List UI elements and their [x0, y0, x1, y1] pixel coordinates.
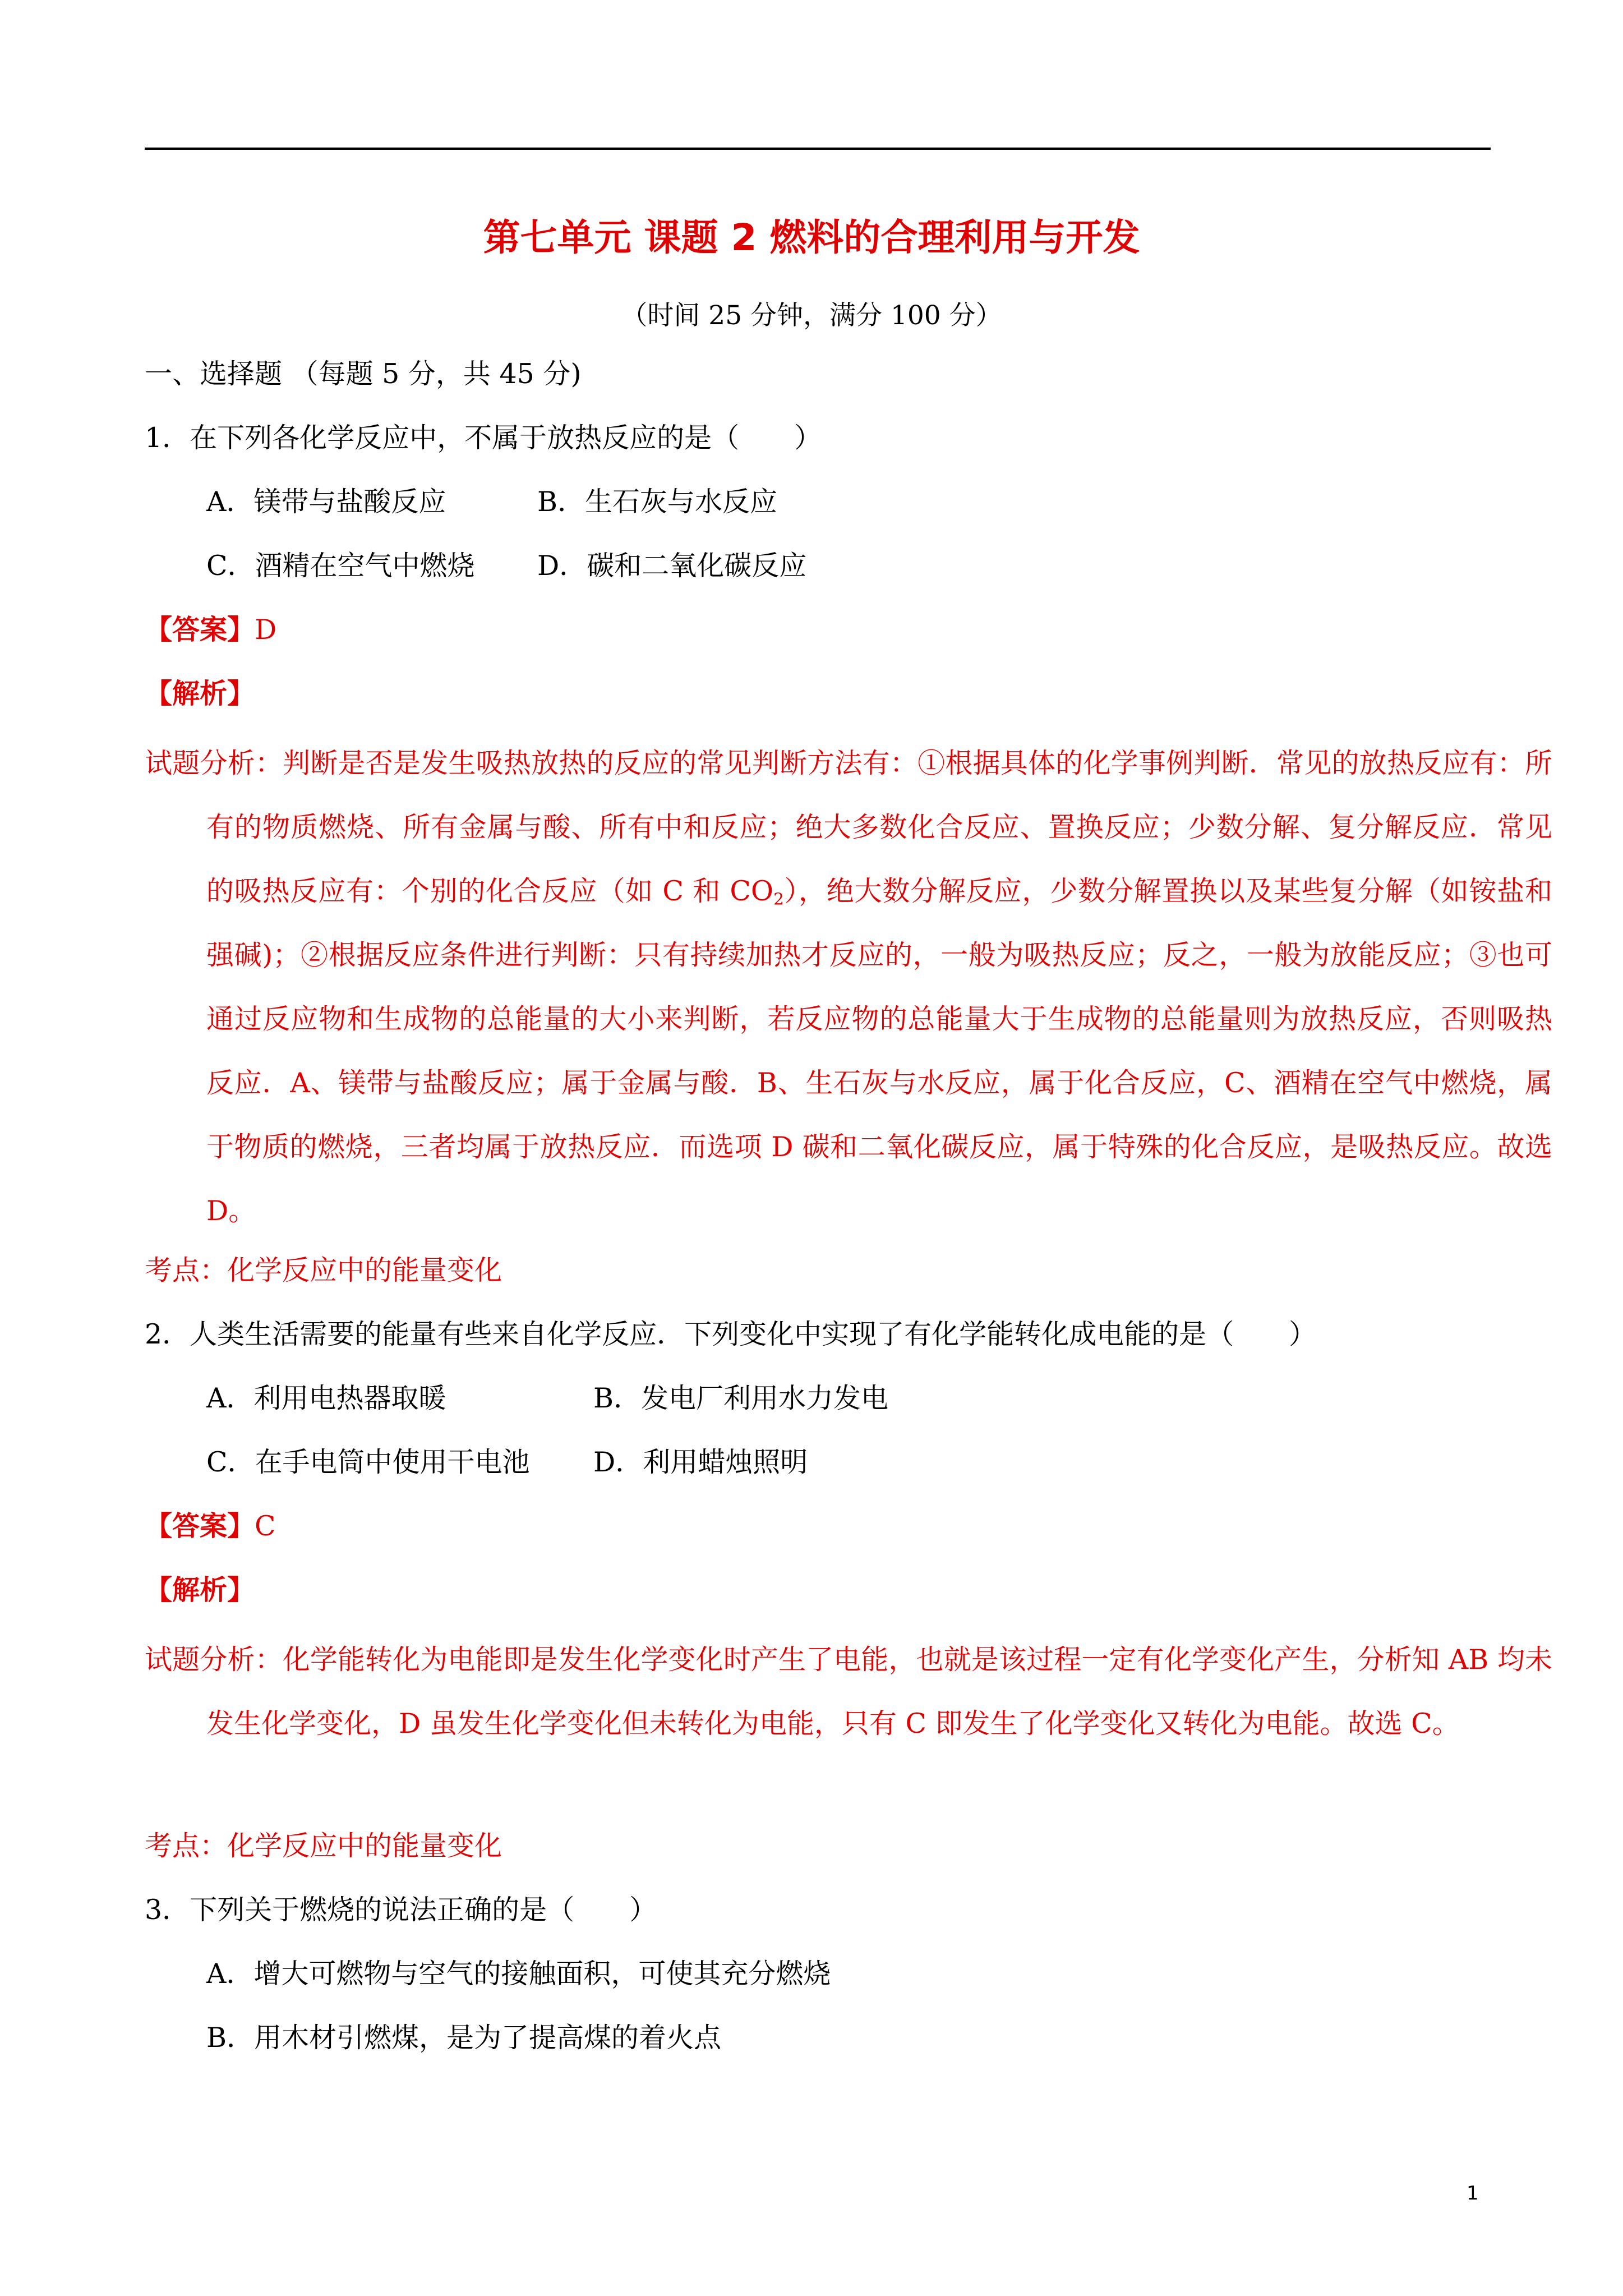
q1-option-b: B．生石灰与水反应	[537, 486, 778, 518]
q1-option-a: A．镁带与盐酸反应	[206, 486, 446, 518]
q3-option-a: A．增大可燃物与空气的接触面积，可使其充分燃烧	[206, 1958, 831, 1990]
q2-option-d: D．利用蜡烛照明	[593, 1446, 808, 1478]
q1-answer-line	[145, 614, 277, 646]
q1-analysis	[145, 731, 1552, 1243]
analysis-tag: 【解析】	[145, 678, 255, 710]
q1-option-d: D．碳和二氧化碳反应	[537, 550, 807, 582]
q1-analysis-part2: ），绝大数分解反应，少数分解置换以及某些复分解（如铵盐和强碱)；②根据反应条件进行判断：只有持续加热才反应的，一般为吸热反应；反之，一般为放能反应；③也可通过反应物和生成物的总能量的大小来判断，若反应物的总能量大于生成物的总能量则为放热反应，否则吸热反应．A、镁带与盐酸反应；属于金属与酸．B、生石灰与水反应，属于化合反应，C、酒精在空气中燃烧，属于物质的燃烧，三者均属于放热反应．而选项 D 碳和二氧化碳反应，属于特殊的化合反应，是吸热反应。故选 D。	[206, 875, 1552, 1227]
section-heading: 一、选择题 （每题 5 分，共 45 分)	[145, 358, 582, 390]
q1-answer: D	[255, 614, 277, 646]
q2-stem: 2．人类生活需要的能量有些来自化学反应．下列变化中实现了有化学能转化成电能的是（ ）	[145, 1318, 1317, 1350]
q2-answer: C	[255, 1510, 276, 1542]
q2-option-c: C．在手电筒中使用干电池	[206, 1446, 530, 1478]
q1-analysis-part1: 试题分析：判断是否是发生吸热放热的反应的常见判断方法有：①根据具体的化学事例判断．常见的放热反应有：所有的物质燃烧、所有金属与酸、所有中和反应；绝大多数化合反应、置换反应；少数分解、复分解反应．常见的吸热反应有：个别的化合反应（如 C 和 CO	[145, 747, 1552, 907]
analysis-tag: 【解析】	[145, 1574, 255, 1606]
q3-stem: 3．下列关于燃烧的说法正确的是（ ）	[145, 1894, 657, 1926]
q1-analysis-subscript: 2	[773, 889, 784, 909]
q1-option-c: C．酒精在空气中燃烧	[206, 550, 475, 582]
answer-tag: 【答案】	[145, 614, 255, 646]
page-subtitle: （时间 25 分钟，满分 100 分）	[621, 300, 1002, 331]
q2-knowledge-point: 考点：化学反应中的能量变化	[145, 1830, 502, 1862]
q2-option-a: A．利用电热器取暖	[206, 1382, 446, 1414]
q1-knowledge-point: 考点：化学反应中的能量变化	[145, 1254, 502, 1286]
header-rule	[145, 148, 1491, 150]
q2-answer-line	[145, 1512, 276, 1540]
page-title: 第七单元 课题 2 燃料的合理利用与开发	[483, 216, 1140, 259]
answer-tag: 【答案】	[145, 1510, 255, 1542]
q2-option-b: B．发电厂利用水力发电	[593, 1382, 889, 1414]
q2-analysis: 试题分析：化学能转化为电能即是发生化学变化时产生了电能，也就是该过程一定有化学变化产生，分析知 AB 均未发生化学变化，D 虽发生化学变化但未转化为电能，只有 C 即发生了化学变化又转化为电能。故选 C。	[145, 1644, 1552, 1740]
page-number: 1	[1467, 2182, 1479, 2205]
q3-option-b: B．用木材引燃煤，是为了提高煤的着火点	[206, 2022, 722, 2054]
q1-analysis-tag	[145, 678, 255, 710]
q2-analysis-tag	[145, 1576, 255, 1604]
q1-stem: 1．在下列各化学反应中，不属于放热反应的是（ ）	[145, 422, 822, 454]
